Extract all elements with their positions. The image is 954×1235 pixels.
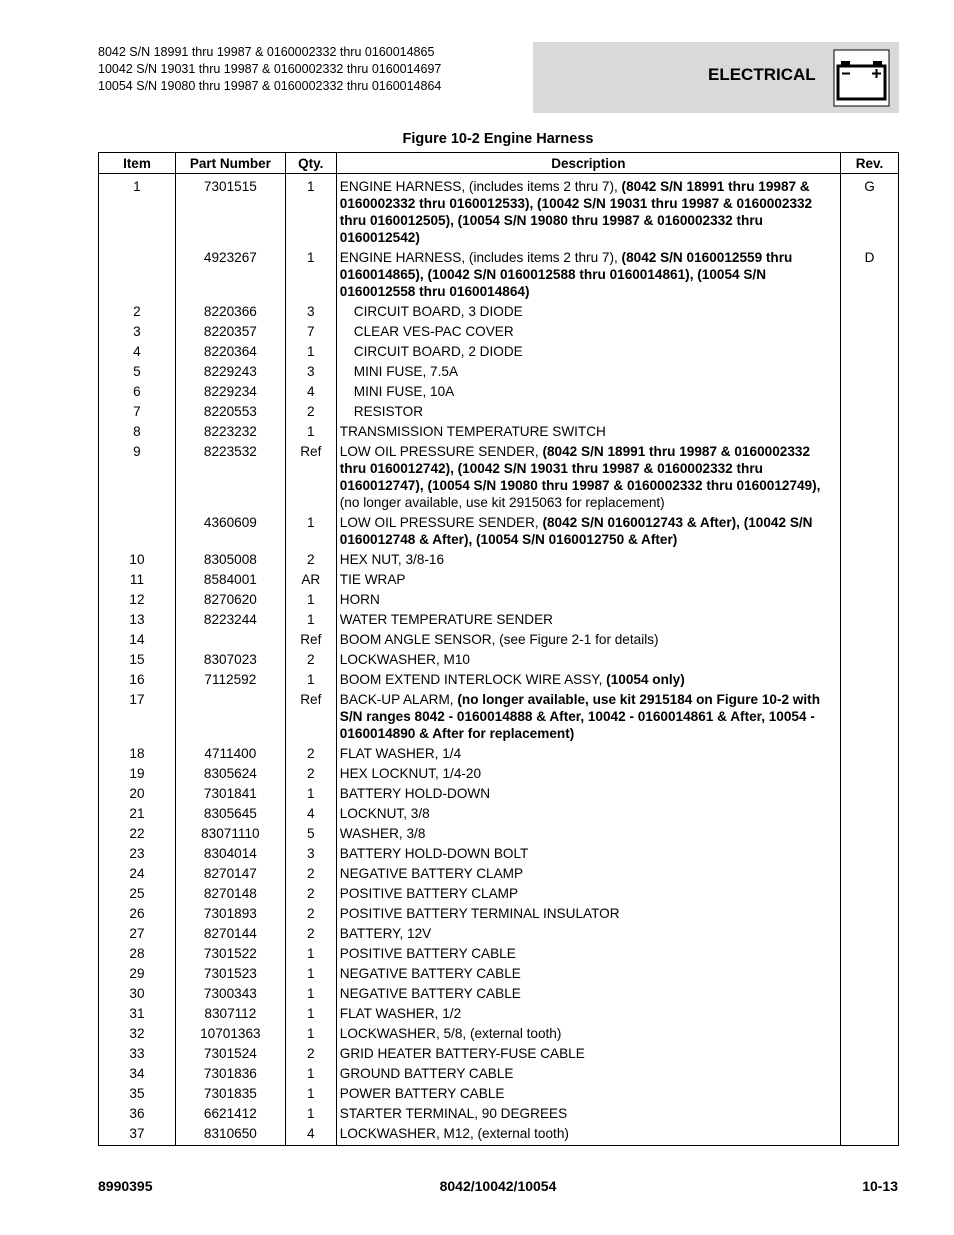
cell-item: 14 [99, 630, 176, 650]
cell-part-number: 8229234 [175, 382, 285, 402]
cell-description [336, 322, 840, 342]
cell-part-number: 7301835 [175, 1084, 285, 1104]
cell-qty: 2 [285, 884, 336, 904]
cell-description [336, 764, 840, 784]
table-row [99, 550, 899, 570]
cell-rev [841, 944, 899, 964]
description-segment: MINI FUSE, 10A [353, 384, 455, 399]
description-segment: POWER BATTERY CABLE [339, 1086, 505, 1101]
table-header-row [99, 153, 899, 174]
cell-description [336, 1124, 840, 1146]
cell-item: 37 [99, 1124, 176, 1146]
description-segment: HEX LOCKNUT, 1/4-20 [339, 766, 482, 781]
figure-title: Figure 10-2 Engine Harness [402, 131, 594, 147]
cell-part-number: 8305008 [175, 550, 285, 570]
cell-item: 4 [99, 342, 176, 362]
cell-qty: 2 [285, 764, 336, 784]
cell-qty: 2 [285, 864, 336, 884]
cell-rev [841, 924, 899, 944]
description-segment: POSITIVE BATTERY TERMINAL INSULATOR [339, 906, 620, 921]
description-segment: WASHER, 3/8 [339, 826, 426, 841]
cell-description [336, 570, 840, 590]
cell-description [336, 402, 840, 422]
cell-qty: 3 [285, 362, 336, 382]
cell-item: 23 [99, 844, 176, 864]
cell-part-number [175, 690, 285, 744]
cell-description [336, 422, 840, 442]
table-row [99, 904, 899, 924]
cell-rev [841, 764, 899, 784]
cell-part-number: 4360609 [175, 513, 285, 550]
cell-qty: 1 [285, 248, 336, 302]
cell-item: 2 [99, 302, 176, 322]
cell-qty: 1 [285, 670, 336, 690]
cell-qty: 2 [285, 550, 336, 570]
cell-item: 31 [99, 1004, 176, 1024]
cell-description [336, 442, 840, 513]
cell-part-number: 4711400 [175, 744, 285, 764]
table-row [99, 804, 899, 824]
cell-item: 6 [99, 382, 176, 402]
cell-part-number: 7301841 [175, 784, 285, 804]
cell-description [336, 670, 840, 690]
cell-rev [841, 342, 899, 362]
description-segment: BACK-UP ALARM, [339, 692, 458, 707]
table-row [99, 824, 899, 844]
cell-description [336, 610, 840, 630]
description-segment: LOW OIL PRESSURE SENDER, [339, 444, 543, 459]
section-title: ELECTRICAL [708, 65, 816, 84]
cell-item: 29 [99, 964, 176, 984]
cell-part-number: 6621412 [175, 1104, 285, 1124]
cell-rev [841, 650, 899, 670]
table-row [99, 570, 899, 590]
table-row [99, 174, 899, 249]
cell-rev [841, 670, 899, 690]
description-segment: CLEAR VES-PAC COVER [353, 324, 514, 339]
cell-rev [841, 884, 899, 904]
cell-part-number: 8307023 [175, 650, 285, 670]
cell-description [336, 964, 840, 984]
table-row [99, 402, 899, 422]
description-segment: FLAT WASHER, 1/4 [339, 746, 462, 761]
cell-rev [841, 1104, 899, 1124]
battery-icon [833, 49, 890, 107]
cell-part-number: 7300343 [175, 984, 285, 1004]
cell-description [336, 550, 840, 570]
footer-doc-number: 8990395 [98, 1178, 153, 1194]
description-segment: ENGINE HARNESS, (includes items 2 thru 7), [339, 179, 622, 194]
cell-qty: 1 [285, 513, 336, 550]
description-segment: TRANSMISSION TEMPERATURE SWITCH [339, 424, 606, 439]
column-header-part-number: Part Number [175, 153, 285, 174]
cell-qty: Ref [285, 442, 336, 513]
cell-description [336, 248, 840, 302]
cell-item: 5 [99, 362, 176, 382]
description-segment: (no longer available, use kit 2915063 for replacement) [339, 495, 665, 510]
cell-qty: 1 [285, 1104, 336, 1124]
description-segment: STARTER TERMINAL, 90 DEGREES [339, 1106, 568, 1121]
description-segment: BATTERY, 12V [339, 926, 432, 941]
description-segment: (8042 S/N 0160012743 & After), (10042 S/N 0160012748 & After), (10054 S/N 0160012750 & After) [339, 515, 813, 547]
table-row [99, 984, 899, 1004]
cell-item [99, 248, 176, 302]
footer-page-number: 10-13 [862, 1178, 898, 1194]
cell-item: 33 [99, 1044, 176, 1064]
description-segment: (10054 only) [606, 672, 685, 687]
cell-item: 19 [99, 764, 176, 784]
table-row [99, 924, 899, 944]
cell-description [336, 590, 840, 610]
cell-part-number: 8584001 [175, 570, 285, 590]
cell-description [336, 1044, 840, 1064]
table-row [99, 650, 899, 670]
table-row [99, 964, 899, 984]
cell-item: 17 [99, 690, 176, 744]
cell-rev [841, 804, 899, 824]
cell-rev [841, 844, 899, 864]
description-segment: (8042 S/N 18991 thru 19987 & 0160002332 thru 0160012742), (10042 S/N 19031 thru 19987 & 0160002332 thru 0160012747), (10054 S/N 19080 thru 19987 & 0160002332 thru 0160012749), [339, 444, 821, 493]
cell-qty: 2 [285, 904, 336, 924]
cell-part-number: 8270144 [175, 924, 285, 944]
cell-qty: 1 [285, 944, 336, 964]
cell-item: 10 [99, 550, 176, 570]
table-row [99, 1124, 899, 1146]
cell-item: 27 [99, 924, 176, 944]
description-segment: LOCKWASHER, M10 [339, 652, 470, 667]
cell-item: 13 [99, 610, 176, 630]
cell-part-number: 8310650 [175, 1124, 285, 1146]
cell-description [336, 1064, 840, 1084]
cell-item: 22 [99, 824, 176, 844]
cell-rev [841, 513, 899, 550]
cell-qty: 4 [285, 804, 336, 824]
cell-qty: 2 [285, 1044, 336, 1064]
serial-range-header [98, 44, 441, 95]
cell-qty: 1 [285, 1024, 336, 1044]
description-segment: BOOM ANGLE SENSOR, (see Figure 2-1 for details) [339, 632, 659, 647]
cell-rev [841, 1064, 899, 1084]
cell-item: 15 [99, 650, 176, 670]
cell-description [336, 513, 840, 550]
cell-qty: 1 [285, 342, 336, 362]
table-row [99, 1104, 899, 1124]
table-row [99, 744, 899, 764]
cell-description [336, 984, 840, 1004]
cell-qty: 1 [285, 964, 336, 984]
description-segment: BOOM EXTEND INTERLOCK WIRE ASSY, [339, 672, 607, 687]
description-segment: GROUND BATTERY CABLE [339, 1066, 514, 1081]
table-row [99, 884, 899, 904]
table-row [99, 784, 899, 804]
cell-rev [841, 744, 899, 764]
cell-part-number: 4923267 [175, 248, 285, 302]
description-segment: NEGATIVE BATTERY CABLE [339, 966, 521, 981]
cell-item: 20 [99, 784, 176, 804]
cell-rev [841, 630, 899, 650]
cell-qty: 1 [285, 784, 336, 804]
cell-qty: 1 [285, 590, 336, 610]
cell-qty: 1 [285, 174, 336, 249]
cell-part-number: 8304014 [175, 844, 285, 864]
cell-qty: 1 [285, 1084, 336, 1104]
cell-item: 11 [99, 570, 176, 590]
column-header-description: Description [336, 153, 840, 174]
cell-qty: 4 [285, 382, 336, 402]
description-segment: (8042 S/N 18991 thru 19987 & 0160002332 thru 0160012533), (10042 S/N 19031 thru 19987 & 0160002332 thru 0160012505), (10054 S/N 19080 thru 19987 & 0160002332 thru 0160012542) [339, 179, 813, 245]
cell-part-number: 8305624 [175, 764, 285, 784]
cell-description [336, 1024, 840, 1044]
cell-item: 12 [99, 590, 176, 610]
table-row [99, 382, 899, 402]
description-segment: WATER TEMPERATURE SENDER [339, 612, 554, 627]
cell-rev [841, 864, 899, 884]
cell-item: 3 [99, 322, 176, 342]
description-segment: CIRCUIT BOARD, 2 DIODE [353, 344, 523, 359]
description-segment: NEGATIVE BATTERY CLAMP [339, 866, 524, 881]
cell-part-number: 8220553 [175, 402, 285, 422]
description-segment: FLAT WASHER, 1/2 [339, 1006, 462, 1021]
cell-description [336, 944, 840, 964]
table-row [99, 422, 899, 442]
table-row [99, 944, 899, 964]
cell-description [336, 650, 840, 670]
cell-qty: AR [285, 570, 336, 590]
cell-description [336, 744, 840, 764]
cell-rev [841, 690, 899, 744]
column-header-item: Item [99, 153, 176, 174]
cell-description [336, 630, 840, 650]
parts-table-body [99, 174, 899, 1146]
cell-qty: 4 [285, 1124, 336, 1146]
description-segment: BATTERY HOLD-DOWN [339, 786, 491, 801]
cell-rev [841, 824, 899, 844]
description-segment: (no longer available, use kit 2915184 on Figure 10-2 with S/N ranges 8042 - 0160014888 & After, 10042 - 0160014861 & After, 10054 - 0160014890 & After for replacement) [339, 692, 820, 741]
cell-part-number: 8223244 [175, 610, 285, 630]
table-row [99, 1084, 899, 1104]
cell-part-number: 10701363 [175, 1024, 285, 1044]
table-row [99, 362, 899, 382]
cell-item: 16 [99, 670, 176, 690]
description-segment: GRID HEATER BATTERY-FUSE CABLE [339, 1046, 585, 1061]
table-row [99, 1004, 899, 1024]
cell-description [336, 382, 840, 402]
table-row [99, 513, 899, 550]
cell-item: 35 [99, 1084, 176, 1104]
table-row [99, 1024, 899, 1044]
section-header-box [533, 42, 899, 113]
cell-part-number: 8307112 [175, 1004, 285, 1024]
cell-part-number: 8305645 [175, 804, 285, 824]
description-segment: LOCKNUT, 3/8 [339, 806, 430, 821]
cell-qty: 1 [285, 1004, 336, 1024]
cell-rev [841, 302, 899, 322]
cell-item: 1 [99, 174, 176, 249]
cell-rev [841, 382, 899, 402]
cell-qty: 2 [285, 744, 336, 764]
cell-description [336, 844, 840, 864]
description-segment: BATTERY HOLD-DOWN BOLT [339, 846, 529, 861]
cell-rev [841, 402, 899, 422]
description-segment: LOCKWASHER, M12, (external tooth) [339, 1126, 569, 1141]
cell-part-number: 7301515 [175, 174, 285, 249]
cell-rev [841, 1004, 899, 1024]
cell-rev: D [841, 248, 899, 302]
cell-part-number: 83071110 [175, 824, 285, 844]
cell-item: 36 [99, 1104, 176, 1124]
cell-item: 24 [99, 864, 176, 884]
cell-description [336, 804, 840, 824]
cell-item: 9 [99, 442, 176, 513]
cell-rev [841, 442, 899, 513]
description-segment: LOCKWASHER, 5/8, (external tooth) [339, 1026, 562, 1041]
description-segment: RESISTOR [353, 404, 424, 419]
cell-rev [841, 964, 899, 984]
footer-models: 8042/10042/10054 [439, 1178, 557, 1194]
cell-qty: 5 [285, 824, 336, 844]
cell-item [99, 513, 176, 550]
cell-description [336, 824, 840, 844]
cell-item: 34 [99, 1064, 176, 1084]
description-segment: ENGINE HARNESS, (includes items 2 thru 7), [339, 250, 622, 265]
cell-part-number: 8270620 [175, 590, 285, 610]
cell-part-number: 8220364 [175, 342, 285, 362]
table-row [99, 1064, 899, 1084]
table-row [99, 690, 899, 744]
cell-item: 21 [99, 804, 176, 824]
cell-part-number: 8270147 [175, 864, 285, 884]
serial-line-10042: 10042 S/N 19031 thru 19987 & 0160002332 thru 0160014697 [98, 62, 442, 76]
column-header-qty: Qty. [285, 153, 336, 174]
column-header-rev: Rev. [841, 153, 899, 174]
serial-line-10054: 10054 S/N 19080 thru 19987 & 0160002332 thru 0160014864 [98, 79, 442, 93]
table-row [99, 1044, 899, 1064]
cell-qty: 2 [285, 924, 336, 944]
table-row [99, 322, 899, 342]
table-row [99, 610, 899, 630]
cell-item: 8 [99, 422, 176, 442]
description-segment: HEX NUT, 3/8-16 [339, 552, 445, 567]
cell-item: 30 [99, 984, 176, 1004]
cell-rev [841, 984, 899, 1004]
cell-part-number: 7301523 [175, 964, 285, 984]
cell-rev [841, 904, 899, 924]
cell-qty: Ref [285, 630, 336, 650]
cell-description [336, 302, 840, 322]
cell-qty: 1 [285, 610, 336, 630]
cell-qty: 7 [285, 322, 336, 342]
cell-part-number: 8229243 [175, 362, 285, 382]
cell-rev: G [841, 174, 899, 249]
cell-item: 26 [99, 904, 176, 924]
description-segment: LOW OIL PRESSURE SENDER, [339, 515, 543, 530]
cell-rev [841, 322, 899, 342]
cell-description [336, 784, 840, 804]
cell-part-number: 7301522 [175, 944, 285, 964]
cell-qty: 2 [285, 650, 336, 670]
table-row [99, 302, 899, 322]
cell-description [336, 904, 840, 924]
cell-rev [841, 550, 899, 570]
cell-description [336, 174, 840, 249]
cell-rev [841, 610, 899, 630]
cell-part-number: 7301836 [175, 1064, 285, 1084]
cell-rev [841, 570, 899, 590]
cell-qty: 3 [285, 844, 336, 864]
description-segment: HORN [339, 592, 380, 607]
cell-rev [841, 1084, 899, 1104]
description-segment: CIRCUIT BOARD, 3 DIODE [353, 304, 523, 319]
cell-qty: Ref [285, 690, 336, 744]
cell-description [336, 1084, 840, 1104]
table-row [99, 844, 899, 864]
description-segment: POSITIVE BATTERY CABLE [339, 946, 516, 961]
table-row [99, 590, 899, 610]
description-segment: (8042 S/N 0160012559 thru 0160014865), (10042 S/N 0160012588 thru 0160014861), (10054 S/N 0160012558 thru 0160014864) [339, 250, 793, 299]
cell-part-number: 7301893 [175, 904, 285, 924]
cell-qty: 3 [285, 302, 336, 322]
cell-part-number: 8223532 [175, 442, 285, 513]
description-segment: NEGATIVE BATTERY CABLE [339, 986, 521, 1001]
table-row [99, 864, 899, 884]
cell-part-number: 8270148 [175, 884, 285, 904]
table-row [99, 764, 899, 784]
cell-item: 25 [99, 884, 176, 904]
cell-qty: 1 [285, 422, 336, 442]
description-segment: POSITIVE BATTERY CLAMP [339, 886, 519, 901]
cell-item: 32 [99, 1024, 176, 1044]
table-row [99, 670, 899, 690]
cell-rev [841, 1044, 899, 1064]
cell-rev [841, 1024, 899, 1044]
cell-description [336, 864, 840, 884]
table-row [99, 342, 899, 362]
cell-description [336, 1104, 840, 1124]
table-row [99, 630, 899, 650]
cell-part-number: 8220366 [175, 302, 285, 322]
cell-description [336, 690, 840, 744]
table-row [99, 248, 899, 302]
cell-part-number: 8220357 [175, 322, 285, 342]
cell-rev [841, 590, 899, 610]
cell-part-number: 7112592 [175, 670, 285, 690]
cell-description [336, 342, 840, 362]
description-segment: TIE WRAP [339, 572, 406, 587]
cell-rev [841, 1124, 899, 1146]
cell-qty: 1 [285, 984, 336, 1004]
cell-part-number: 8223232 [175, 422, 285, 442]
cell-qty: 2 [285, 402, 336, 422]
cell-rev [841, 362, 899, 382]
description-segment: MINI FUSE, 7.5A [353, 364, 459, 379]
cell-part-number: 7301524 [175, 1044, 285, 1064]
cell-item: 18 [99, 744, 176, 764]
cell-item: 28 [99, 944, 176, 964]
cell-description [336, 362, 840, 382]
cell-description [336, 884, 840, 904]
cell-rev [841, 784, 899, 804]
serial-line-8042: 8042 S/N 18991 thru 19987 & 0160002332 thru 0160014865 [98, 45, 435, 59]
parts-table [98, 152, 899, 1146]
cell-item: 7 [99, 402, 176, 422]
cell-part-number [175, 630, 285, 650]
cell-qty: 1 [285, 1064, 336, 1084]
cell-rev [841, 422, 899, 442]
table-row [99, 442, 899, 513]
cell-description [336, 1004, 840, 1024]
cell-description [336, 924, 840, 944]
